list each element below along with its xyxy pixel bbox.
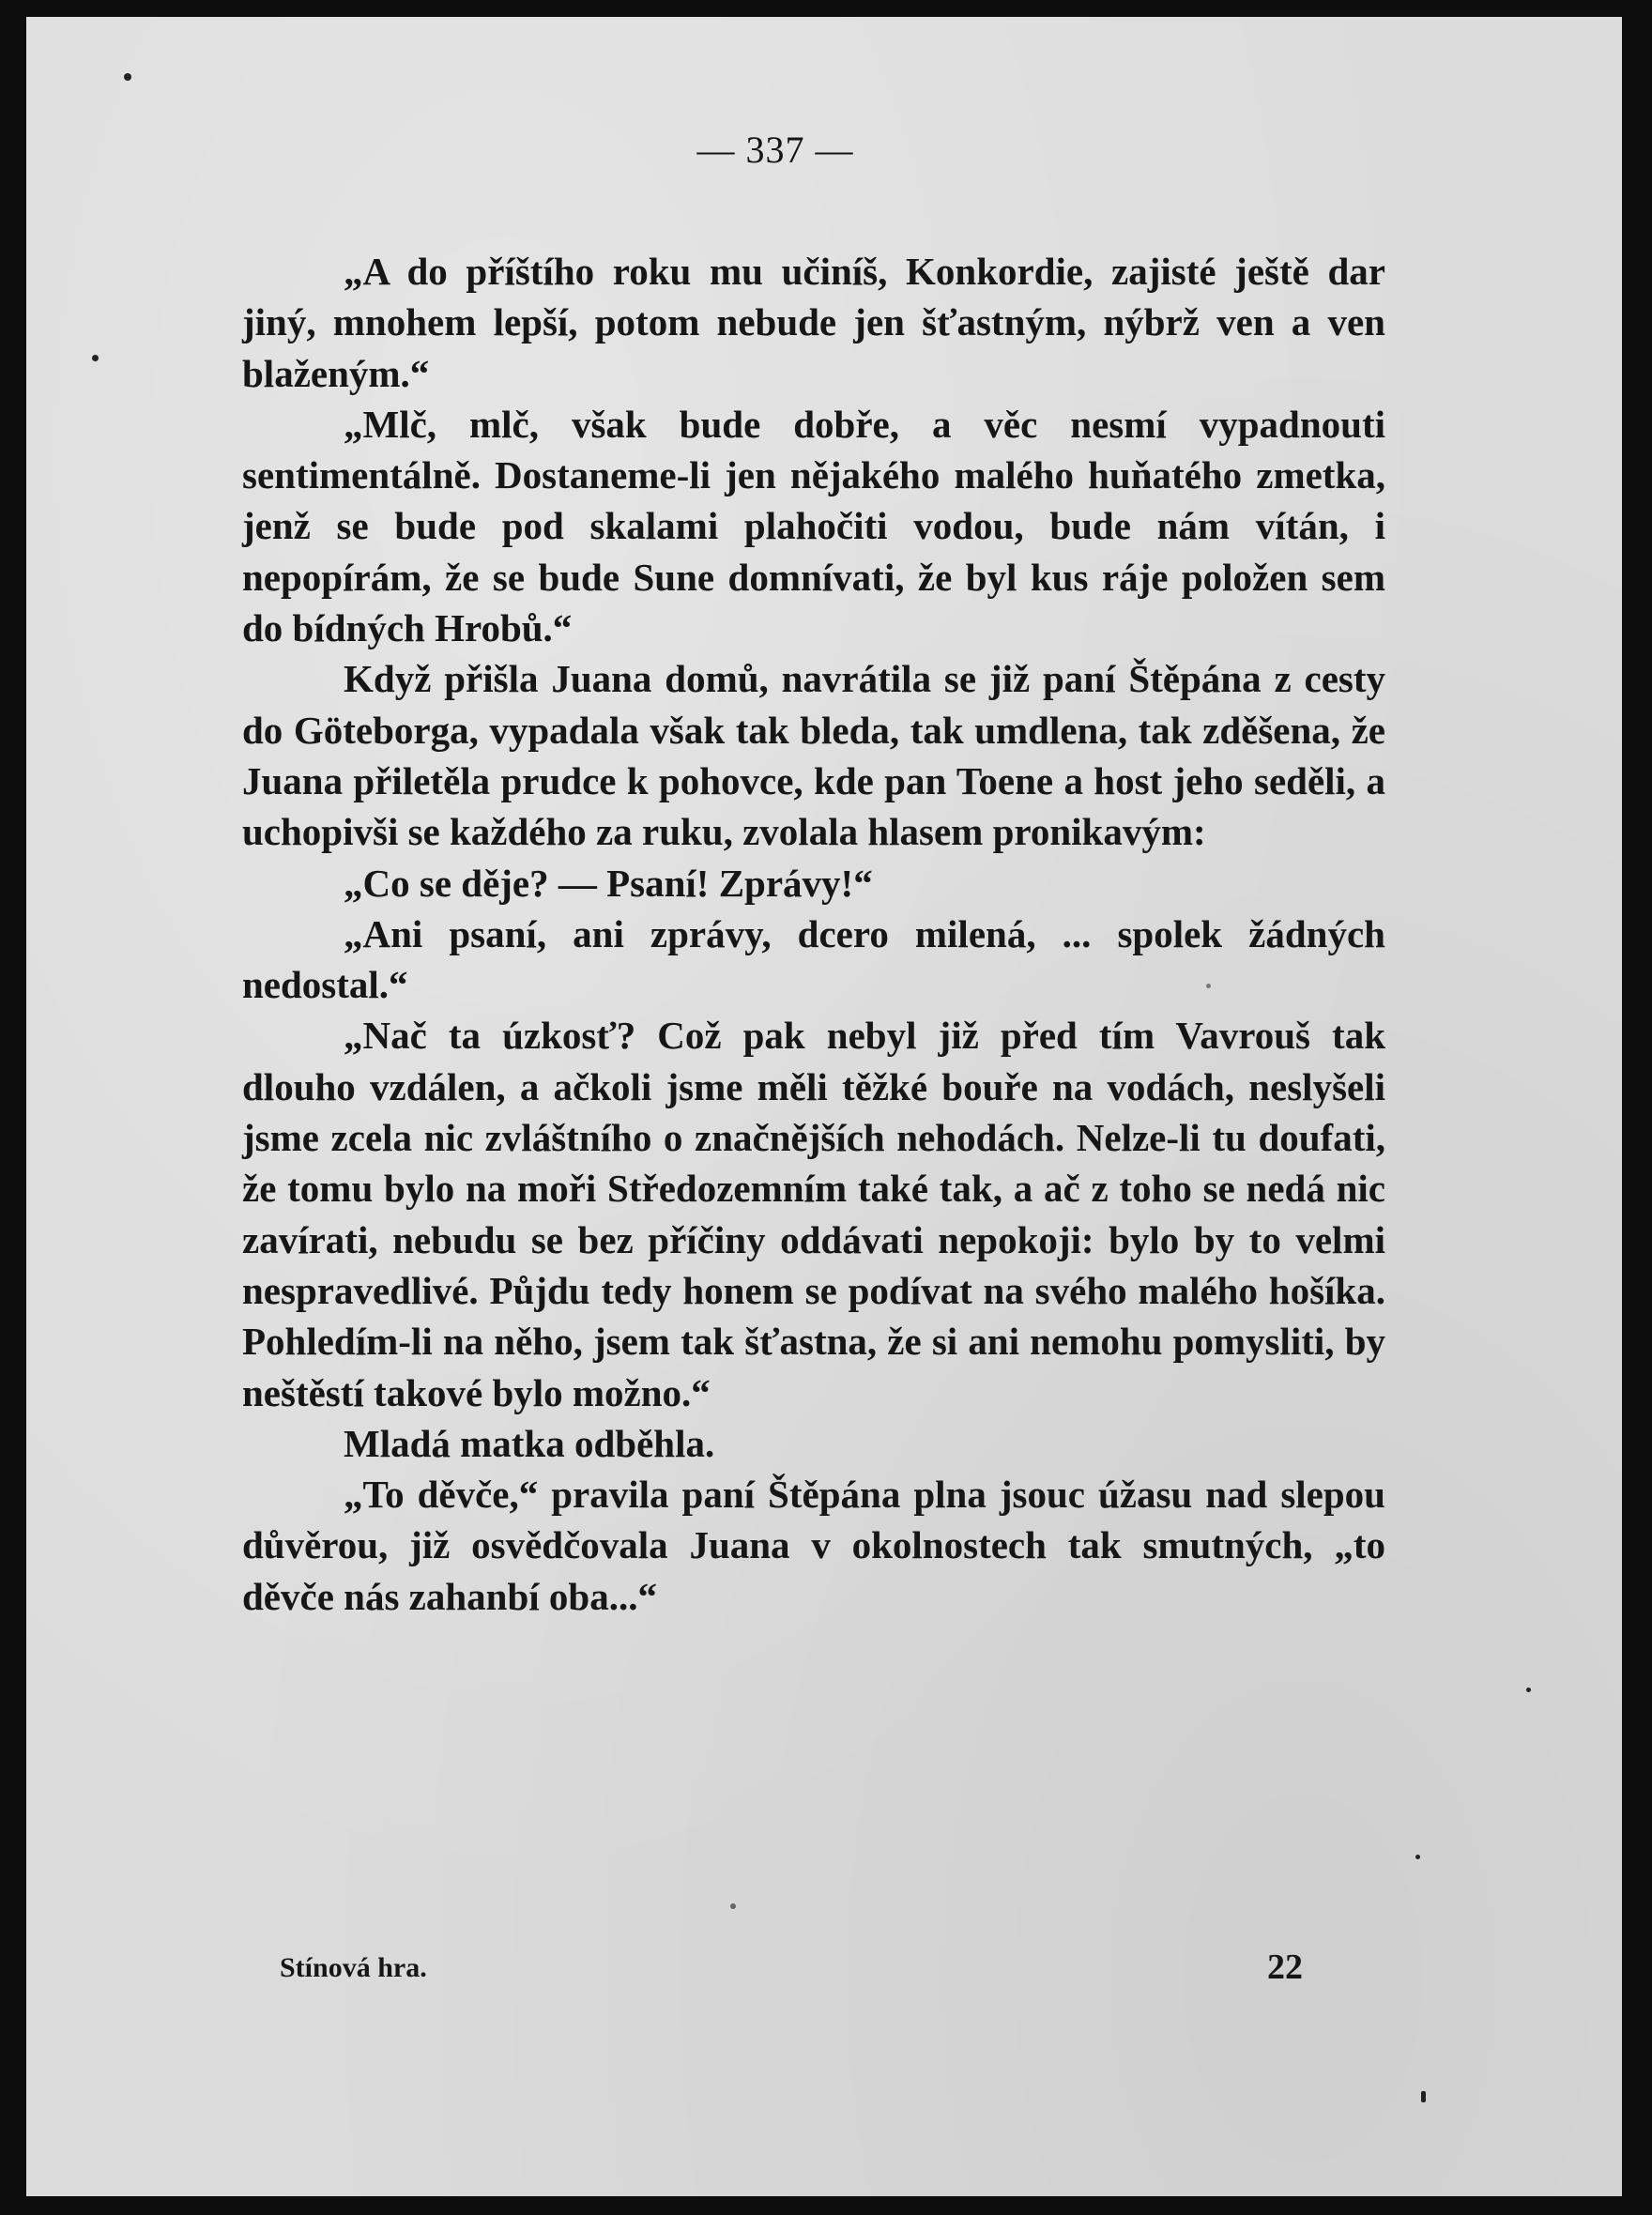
paragraph: „Nač ta úzkosť? Což pak nebyl již před tím Vavrouš tak dlouho vzdálen, a ačkoli jsme měli těžké bouře na vodách, neslyšeli jsme zcela nic zvláštního o značnějších nehodách. Nelze-li tu doufati, že tomu bylo na moři Středozemním také tak, a ač z toho se nedá nic zavírati, nebudu se bez příčiny oddávati nepokoji: bylo by to velmi nespravedlivé. Půjdu tedy honem se podívat na svého malého hošíka. Pohledím-li na něho, jsem tak šťastna, že si ani nemohu pomysliti, by neštěstí takové bylo možno.“ bbox=[242, 1014, 1385, 1414]
paragraph: „Co se děje? — Psaní! Zprávy!“ bbox=[344, 861, 873, 905]
paragraph: „Mlč, mlč, však bude dobře, a věc nesmí vypadnouti sentimentálně. Dostaneme-li jen nějakého malého huňatého zmetka, jenž se bude pod skalami plahočiti vodou, bude nám vítán, i nepopírám, že se bude Sune domnívati, že byl kus ráje položen sem do bídných Hrobů.“ bbox=[242, 402, 1385, 650]
book-page bbox=[26, 17, 1622, 2196]
paper-speck bbox=[1421, 2091, 1426, 2102]
paragraph: Když přišla Juana domů, navrátila se již paní Štěpána z cesty do Göteborga, vypadala však tak bleda, tak umdlena, tak zděšena, že Juana přiletěla prudce k pohovce, kde pan Toene a host jeho seděli, a uchopivši se každého za ruku, zvolala hlasem pronikavým: bbox=[242, 657, 1385, 854]
paragraph: „A do příštího roku mu učiníš, Konkordie, zajisté ještě dar jiný, mnohem lepší, potom nebude jen šťastným, nýbrž ven a ven blaženým.“ bbox=[242, 250, 1385, 395]
paper-speck bbox=[1206, 984, 1211, 988]
paragraph: „To děvče,“ pravila paní Štěpána plna jsouc úžasu nad slepou důvěrou, již osvědčovala Juana v okolnostech tak smutných, „to děvče nás zahanbí oba...“ bbox=[242, 1473, 1385, 1618]
page-number: — 337 — bbox=[696, 129, 854, 171]
paper-speck bbox=[92, 355, 99, 361]
paper-speck bbox=[124, 73, 131, 81]
signature-number: 22 bbox=[1267, 1948, 1303, 1987]
paper-speck bbox=[1415, 1855, 1420, 1859]
paper-speck bbox=[1526, 1688, 1531, 1692]
paper-speck bbox=[730, 1903, 736, 1909]
signature-title: Stínová hra. bbox=[280, 1952, 427, 1983]
body-text bbox=[242, 246, 1385, 1622]
paragraph: Mladá matka odběhla. bbox=[344, 1421, 715, 1465]
paragraph: „Ani psaní, ani zprávy, dcero milená, ... spolek žádných nedostal.“ bbox=[242, 911, 1385, 1007]
